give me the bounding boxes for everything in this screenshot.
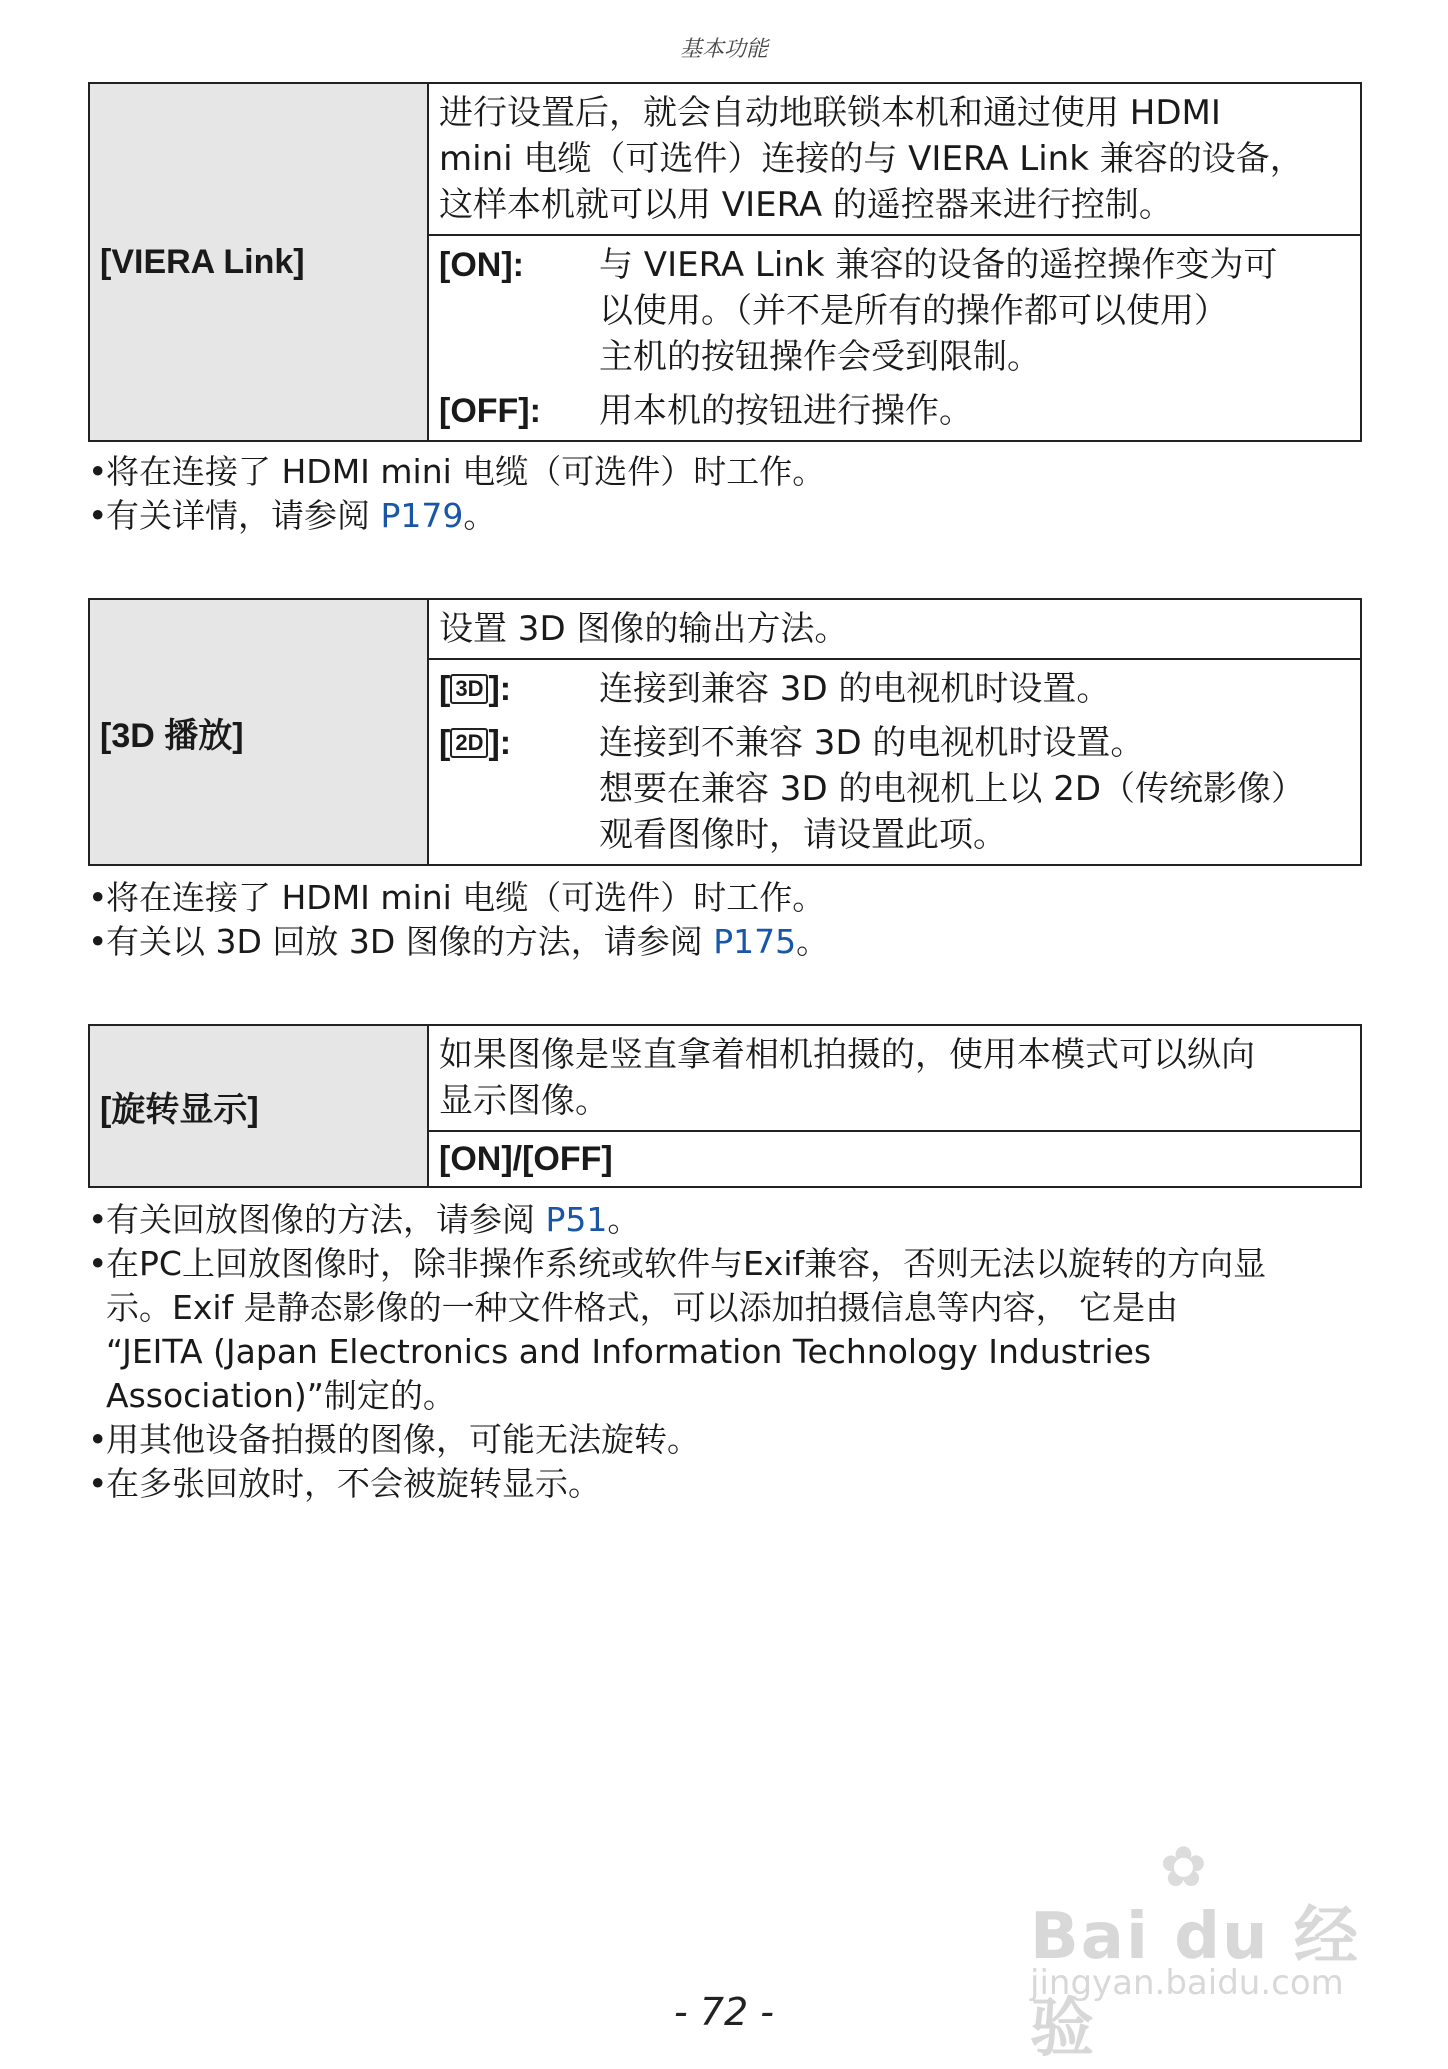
option-off-key: [OFF]: <box>439 392 541 430</box>
option-on <box>439 242 1350 380</box>
3d-playback-description: 设置 3D 图像的输出方法。 <box>428 599 1361 659</box>
note-item: • 将在连接了 HDMI mini 电缆（可选件）时工作。 <box>88 876 1378 920</box>
note-item: • 有关回放图像的方法，请参阅 P51。 <box>88 1198 1378 1242</box>
note-item: • 将在连接了 HDMI mini 电缆（可选件）时工作。 <box>88 450 1378 494</box>
rotate-display-table <box>88 1024 1362 1188</box>
option-off-text: 用本机的按钮进行操作。 <box>599 391 973 431</box>
rotate-display-description: 如果图像是竖直拿着相机拍摄的，使用本模式可以纵向 显示图像。 <box>428 1025 1361 1131</box>
baidu-watermark <box>1030 1835 1370 2066</box>
3d-playback-notes <box>88 876 1378 964</box>
rotate-display-key: [旋转显示] <box>89 1025 428 1187</box>
option-off <box>439 388 1350 434</box>
viera-link-key: [VIERA Link] <box>89 83 428 441</box>
note-item: • 在PC上回放图像时，除非操作系统或软件与Exif兼容，否则无法以旋转的方向显 示。Exif 是静态影像的一种文件格式，可以添加拍摄信息等内容， 它是由 “JEITA (Japan Electronics and Information Technology Industries Association)”制定的。 <box>88 1242 1378 1418</box>
note-item: • 有关以 3D 回放 3D 图像的方法，请参阅 P175。 <box>88 920 1378 964</box>
option-on-text: 与 VIERA Link 兼容的设备的遥控操作变为可 以使用。（并不是所有的操作都可以使用） 主机的按钮操作会受到限制。 <box>599 245 1278 377</box>
viera-link-options <box>428 235 1361 441</box>
watermark-sub: jingyan.baidu.com <box>1030 1963 1344 2003</box>
desc-line: 进行设置后，就会自动地联锁本机和通过使用 HDMI <box>439 93 1221 133</box>
2d-icon: 2D <box>450 728 488 758</box>
page-header: 基本功能 <box>679 37 768 62</box>
paw-icon: ✿ <box>1160 1835 1207 1900</box>
3d-playback-options <box>428 659 1361 865</box>
option-3d <box>439 666 1350 712</box>
option-on-key: [ON]: <box>439 246 524 284</box>
page-link-p175[interactable]: P175 <box>713 922 797 961</box>
viera-link-notes <box>88 450 1378 538</box>
rotate-display-notes <box>88 1198 1378 1506</box>
option-2d-text: 连接到不兼容 3D 的电视机时设置。 想要在兼容 3D 的电视机上以 2D（传统影像） 观看图像时，请设置此项。 <box>599 723 1306 855</box>
watermark-main: Bai du 经验 <box>1030 1900 1360 2066</box>
rotate-display-options: [ON]/[OFF] <box>428 1131 1361 1187</box>
option-3d-key: [ 3D ]: <box>439 670 512 708</box>
viera-link-description <box>428 83 1361 235</box>
3d-playback-table <box>88 598 1362 866</box>
desc-line: mini 电缆（可选件）连接的与 VIERA Link 兼容的设备， <box>439 139 1304 179</box>
3d-icon: 3D <box>450 674 488 704</box>
viera-link-table <box>88 82 1362 442</box>
page-number: - 72 - <box>674 1990 774 2034</box>
page-link-p51[interactable]: P51 <box>545 1200 608 1239</box>
option-3d-text: 连接到兼容 3D 的电视机时设置。 <box>599 669 1111 709</box>
option-2d-key: [ 2D ]: <box>439 724 512 762</box>
option-2d <box>439 720 1350 858</box>
note-item: • 用其他设备拍摄的图像，可能无法旋转。 <box>88 1418 1378 1462</box>
page-link-p179[interactable]: P179 <box>380 496 464 535</box>
note-item: • 有关详情，请参阅 P179。 <box>88 494 1378 538</box>
3d-playback-key: [3D 播放] <box>89 599 428 865</box>
note-item: • 在多张回放时，不会被旋转显示。 <box>88 1462 1378 1506</box>
desc-line: 这样本机就可以用 VIERA 的遥控器来进行控制。 <box>439 185 1173 225</box>
